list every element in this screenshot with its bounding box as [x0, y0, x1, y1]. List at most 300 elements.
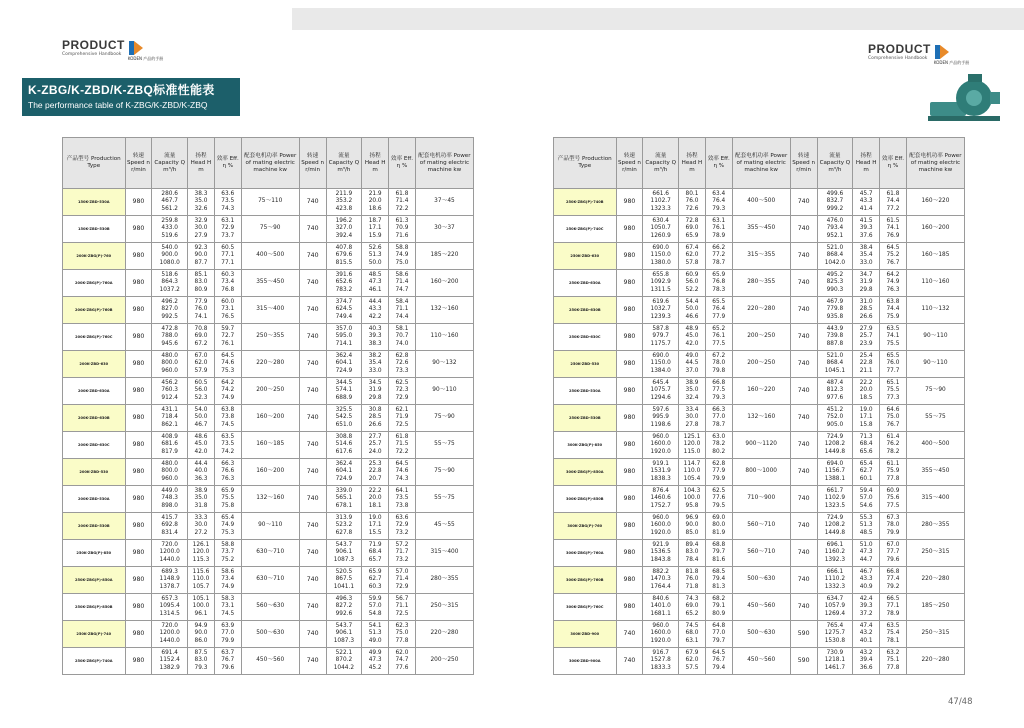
cell-power: 560～710: [732, 513, 790, 540]
table-row: [554, 432, 965, 459]
cell-head: 38.3 35.0 32.6: [188, 189, 215, 216]
cell-capacity: 196.2 327.0 392.4: [326, 216, 362, 243]
cell-efficiency: 61.8 74.4 77.2: [880, 189, 907, 216]
cell-speed-980: 980: [616, 189, 643, 216]
cell-efficiency: 62.0 74.7 77.6: [389, 648, 416, 675]
cell-head: 105.1 100.0 96.1: [188, 594, 215, 621]
cell-capacity: 472.8 788.0 945.6: [152, 324, 188, 351]
col-header-capacity: 流量 Capacity Q m³/h: [643, 138, 679, 189]
performance-table-left: [62, 137, 474, 675]
cell-power: 630～710: [241, 567, 299, 594]
col-header-head: 扬程 Head H m: [188, 138, 215, 189]
cell-power: 45～55: [415, 513, 473, 540]
top-gray-bar: [292, 8, 1024, 30]
cell-power: 160～200: [415, 270, 473, 297]
cell-speed-alt: 740: [299, 486, 326, 513]
cell-efficiency: 64.5 75.2 76.7: [880, 243, 907, 270]
cell-head: 94.9 90.0 86.0: [188, 621, 215, 648]
cell-efficiency: 61.8 71.4 72.2: [389, 189, 416, 216]
cell-head: 71.3 68.4 65.6: [853, 432, 880, 459]
col-header-power: 配套电机功率 Power of mating electric machine kw: [732, 138, 790, 189]
cell-speed-980: 740: [616, 648, 643, 675]
table-row: [554, 459, 965, 486]
cell-power: 250～315: [415, 594, 473, 621]
cell-head: 40.3 39.3 38.3: [362, 324, 389, 351]
cell-head: 52.6 51.3 50.0: [362, 243, 389, 270]
cell-model: 250K-ZBD-630C: [554, 324, 617, 351]
cell-head: 18.7 17.1 15.9: [362, 216, 389, 243]
cell-speed-alt: 740: [299, 540, 326, 567]
brand-left: [62, 38, 164, 61]
title-banner: [22, 78, 240, 116]
cell-capacity: 325.5 542.5 651.0: [326, 405, 362, 432]
cell-head: 77.9 76.0 74.1: [188, 297, 215, 324]
cell-power: 500～630: [241, 621, 299, 648]
cell-speed-980: 980: [125, 459, 152, 486]
cell-power: 160～185: [906, 243, 964, 270]
cell-capacity: 476.0 793.4 952.1: [817, 216, 853, 243]
cell-speed-980: 980: [125, 324, 152, 351]
cell-capacity: 415.7 692.8 831.4: [152, 513, 188, 540]
cell-capacity: 720.0 1200.0 1440.0: [152, 540, 188, 567]
pump-illustration-icon: [926, 72, 1006, 132]
cell-efficiency: 60.5 77.1 77.1: [214, 243, 241, 270]
cell-speed-alt: 740: [790, 189, 817, 216]
cell-power: 200～250: [415, 648, 473, 675]
cell-speed-980: 980: [616, 486, 643, 513]
cell-speed-alt: 740: [790, 459, 817, 486]
cell-model: 300K-ZBG(P)-760: [554, 513, 617, 540]
cell-capacity: 661.6 1102.7 1323.3: [643, 189, 679, 216]
cell-power: 250～315: [906, 621, 964, 648]
cell-capacity: 691.4 1152.4 1382.9: [152, 648, 188, 675]
table-row: [554, 405, 965, 432]
cell-power: 110～160: [415, 324, 473, 351]
cell-head: 21.9 20.0 18.6: [362, 189, 389, 216]
cell-capacity: 730.9 1218.1 1461.7: [817, 648, 853, 675]
cell-efficiency: 65.4 74.9 75.3: [214, 513, 241, 540]
cell-efficiency: 58.6 71.4 74.7: [389, 270, 416, 297]
cell-efficiency: 56.7 71.1 72.5: [389, 594, 416, 621]
cell-speed-alt: 740: [790, 513, 817, 540]
cell-speed-alt: 740: [790, 297, 817, 324]
cell-head: 19.0 17.1 15.8: [853, 405, 880, 432]
cell-speed-980: 980: [616, 432, 643, 459]
cell-model: 250K-ZBG(P)-740C: [554, 216, 617, 243]
cell-capacity: 344.5 574.1 688.9: [326, 378, 362, 405]
cell-model: 150K-ZBD-530A: [63, 189, 126, 216]
cell-capacity: 259.8 433.0 519.6: [152, 216, 188, 243]
cell-capacity: 496.2 827.0 992.5: [152, 297, 188, 324]
cell-speed-980: 980: [125, 432, 152, 459]
cell-head: 54.0 50.0 46.7: [188, 405, 215, 432]
cell-model: 300K-ZBG(P)-760A: [554, 540, 617, 567]
cell-speed-alt: 740: [299, 297, 326, 324]
cell-speed-980: 980: [125, 621, 152, 648]
col-header-capacity: 流量 Capacity Q m³/h: [152, 138, 188, 189]
col-header-head: 扬程 Head H m: [679, 138, 706, 189]
cell-efficiency: 64.5 74.6 75.3: [214, 351, 241, 378]
cell-model: 250K-ZBD-530B: [554, 405, 617, 432]
cell-speed-980: 980: [125, 648, 152, 675]
cell-efficiency: 61.1 75.9 77.8: [880, 459, 907, 486]
cell-speed-980: 980: [125, 540, 152, 567]
cell-head: 31.0 28.5 26.6: [853, 297, 880, 324]
brand-right: [868, 42, 970, 65]
cell-head: 126.1 120.0 115.3: [188, 540, 215, 567]
cell-head: 67.9 62.0 57.5: [679, 648, 706, 675]
page-number: 47/48: [948, 697, 973, 707]
col-header-speed: 转速 Speed n r/min: [616, 138, 643, 189]
cell-speed-alt: 740: [790, 405, 817, 432]
cell-efficiency: 63.5 73.5 74.2: [214, 432, 241, 459]
cell-head: 125.1 120.0 115.0: [679, 432, 706, 459]
cell-capacity: 308.8 514.6 617.6: [326, 432, 362, 459]
cell-power: 220～280: [241, 351, 299, 378]
cell-efficiency: 61.8 71.5 72.2: [389, 432, 416, 459]
cell-head: 22.2 20.0 18.1: [362, 486, 389, 513]
cell-speed-alt: 740: [299, 216, 326, 243]
cell-speed-alt: 740: [299, 243, 326, 270]
cell-speed-alt: 740: [790, 486, 817, 513]
table-row: [554, 621, 965, 648]
cell-model: 200K-ZBD-630A: [63, 378, 126, 405]
table-row: [554, 540, 965, 567]
cell-power: 355～450: [241, 270, 299, 297]
cell-efficiency: 63.8 74.4 75.9: [880, 297, 907, 324]
cell-efficiency: 64.1 73.5 73.8: [389, 486, 416, 513]
cell-power: 315～355: [732, 243, 790, 270]
cell-head: 65.9 62.7 60.3: [362, 567, 389, 594]
cell-head: 74.3 69.0 65.2: [679, 594, 706, 621]
cell-efficiency: 66.8 77.5 79.3: [705, 378, 732, 405]
cell-efficiency: 60.0 73.1 76.5: [214, 297, 241, 324]
cell-efficiency: 61.4 76.2 78.2: [880, 432, 907, 459]
cell-head: 41.5 39.3 37.6: [853, 216, 880, 243]
cell-speed-alt: 740: [299, 513, 326, 540]
cell-capacity: 696.1 1160.2 1392.3: [817, 540, 853, 567]
cell-power: 90～110: [241, 513, 299, 540]
cell-power: 160～200: [241, 405, 299, 432]
cell-model: 250K-ZBG(P)-850: [63, 540, 126, 567]
cell-power: 30～37: [415, 216, 473, 243]
cell-capacity: 876.4 1460.6 1752.7: [643, 486, 679, 513]
table-row: [554, 486, 965, 513]
cell-power: 132～160: [732, 405, 790, 432]
cell-power: 220～280: [415, 621, 473, 648]
cell-efficiency: 60.9 75.6 77.5: [880, 486, 907, 513]
table-row: [63, 621, 474, 648]
cell-power: 355～450: [732, 216, 790, 243]
cell-efficiency: 67.2 78.0 79.8: [705, 351, 732, 378]
cell-capacity: 916.7 1527.8 1833.3: [643, 648, 679, 675]
cell-capacity: 666.1 1110.2 1332.3: [817, 567, 853, 594]
table-row: [63, 513, 474, 540]
cell-efficiency: 68.2 79.1 80.9: [705, 594, 732, 621]
koden-logo-icon: [933, 44, 970, 65]
cell-speed-alt: 590: [790, 621, 817, 648]
cell-capacity: 661.7 1102.9 1323.5: [817, 486, 853, 513]
cell-power: 55～75: [415, 486, 473, 513]
cell-capacity: 840.6 1401.0 1681.1: [643, 594, 679, 621]
col-header-power: 配套电机功率 Power of mating electric machine kw: [906, 138, 964, 189]
cell-capacity: 522.1 870.2 1044.2: [326, 648, 362, 675]
cell-capacity: 694.0 1156.7 1388.1: [817, 459, 853, 486]
cell-speed-980: 980: [616, 540, 643, 567]
cell-model: 300K-ZBG(P)-850A: [554, 459, 617, 486]
cell-head: 44.4 43.3 42.2: [362, 297, 389, 324]
cell-head: 59.4 57.0 54.6: [853, 486, 880, 513]
table-row: [63, 351, 474, 378]
cell-speed-alt: 740: [790, 540, 817, 567]
table-row: [63, 243, 474, 270]
cell-speed-alt: 740: [299, 324, 326, 351]
cell-head: 114.7 110.0 105.4: [679, 459, 706, 486]
logo-text: KODEN 产品的手册: [933, 59, 970, 65]
cell-power: 450～560: [241, 648, 299, 675]
cell-power: 75～110: [241, 189, 299, 216]
cell-efficiency: 60.3 73.4 76.8: [214, 270, 241, 297]
brand-word: PRODUCT: [868, 42, 931, 56]
cell-power: 800～1000: [732, 459, 790, 486]
cell-speed-alt: 740: [299, 621, 326, 648]
cell-capacity: 543.7 906.1 1087.3: [326, 621, 362, 648]
cell-capacity: 374.7 624.5 749.4: [326, 297, 362, 324]
cell-power: 400～500: [906, 432, 964, 459]
cell-capacity: 362.4 604.1 724.9: [326, 351, 362, 378]
cell-efficiency: 66.3 76.6 76.3: [214, 459, 241, 486]
cell-head: 44.4 40.0 36.3: [188, 459, 215, 486]
cell-capacity: 520.5 867.5 1041.1: [326, 567, 362, 594]
cell-power: 355～450: [906, 459, 964, 486]
table-row: [63, 432, 474, 459]
cell-head: 54.4 50.0 46.6: [679, 297, 706, 324]
cell-model: 200K-ZBG(P)-760: [63, 243, 126, 270]
table-row: [63, 486, 474, 513]
table-row: [554, 216, 965, 243]
table-row: [63, 405, 474, 432]
cell-capacity: 634.7 1057.9 1269.4: [817, 594, 853, 621]
cell-model: 200K-ZBG(P)-760B: [63, 297, 126, 324]
cell-model: 300K-ZBG(P)-760B: [554, 567, 617, 594]
cell-head: 33.4 30.0 27.8: [679, 405, 706, 432]
cell-head: 65.4 62.7 60.1: [853, 459, 880, 486]
cell-speed-alt: 740: [299, 459, 326, 486]
cell-speed-980: 980: [125, 405, 152, 432]
cell-capacity: 882.2 1470.3 1764.4: [643, 567, 679, 594]
cell-efficiency: 62.5 77.6 79.5: [705, 486, 732, 513]
col-header-head: 扬程 Head H m: [853, 138, 880, 189]
cell-efficiency: 69.0 80.0 81.9: [705, 513, 732, 540]
cell-speed-980: 980: [125, 513, 152, 540]
cell-power: 160～185: [241, 432, 299, 459]
table-row: [63, 378, 474, 405]
cell-head: 60.5 56.0 52.3: [188, 378, 215, 405]
cell-speed-alt: 740: [790, 432, 817, 459]
cell-head: 25.3 22.8 20.7: [362, 459, 389, 486]
cell-efficiency: 58.3 73.1 74.5: [214, 594, 241, 621]
cell-power: 500～630: [732, 621, 790, 648]
cell-speed-alt: 740: [790, 594, 817, 621]
cell-head: 22.2 20.0 18.5: [853, 378, 880, 405]
cell-speed-980: 980: [125, 243, 152, 270]
table-row: [554, 297, 965, 324]
cell-efficiency: 68.5 79.4 81.3: [705, 567, 732, 594]
cell-speed-980: 980: [616, 378, 643, 405]
cell-speed-980: 980: [616, 216, 643, 243]
cell-capacity: 431.1 718.4 862.1: [152, 405, 188, 432]
cell-speed-alt: 740: [299, 432, 326, 459]
cell-capacity: 362.4 604.1 724.9: [326, 459, 362, 486]
cell-head: 38.2 35.4 33.0: [362, 351, 389, 378]
cell-efficiency: 65.2 76.1 77.5: [705, 324, 732, 351]
cell-efficiency: 65.9 75.5 75.8: [214, 486, 241, 513]
cell-power: 280～355: [415, 567, 473, 594]
cell-power: 90～110: [906, 351, 964, 378]
cell-efficiency: 61.5 74.1 76.9: [880, 216, 907, 243]
cell-power: 560～710: [732, 540, 790, 567]
page-title: K-ZBG/K-ZBD/K-ZBQ标准性能表: [28, 83, 215, 97]
table-row: [554, 648, 965, 675]
cell-model: 250K-ZBD-530A: [554, 378, 617, 405]
cell-head: 30.8 28.5 26.6: [362, 405, 389, 432]
col-header-eff: 效率 Eff. η %: [389, 138, 416, 189]
table-row: [63, 648, 474, 675]
cell-head: 34.5 31.9 29.8: [362, 378, 389, 405]
cell-power: 280～355: [732, 270, 790, 297]
cell-efficiency: 63.4 76.4 79.3: [705, 189, 732, 216]
cell-head: 55.3 51.3 48.5: [853, 513, 880, 540]
cell-capacity: 313.9 523.2 627.8: [326, 513, 362, 540]
cell-head: 38.9 35.0 31.8: [188, 486, 215, 513]
cell-efficiency: 63.8 73.8 74.5: [214, 405, 241, 432]
cell-efficiency: 66.5 77.1 78.9: [880, 594, 907, 621]
cell-head: 81.8 76.0 71.8: [679, 567, 706, 594]
cell-model: 200K-ZBG(P)-760C: [63, 324, 126, 351]
cell-model: 250K-ZBG(P)-740A: [63, 648, 126, 675]
cell-efficiency: 67.3 78.0 79.9: [880, 513, 907, 540]
cell-head: 85.1 83.0 80.9: [188, 270, 215, 297]
cell-power: 185～250: [906, 594, 964, 621]
cell-head: 96.9 90.0 85.0: [679, 513, 706, 540]
cell-efficiency: 65.5 76.0 77.7: [880, 351, 907, 378]
cell-efficiency: 64.5 76.7 79.4: [705, 648, 732, 675]
col-header-power: 配套电机功率 Power of mating electric machine kw: [415, 138, 473, 189]
cell-speed-980: 980: [125, 297, 152, 324]
cell-head: 43.2 39.4 36.6: [853, 648, 880, 675]
cell-efficiency: 63.1 76.1 78.9: [705, 216, 732, 243]
cell-power: 500～630: [732, 567, 790, 594]
table-row: [554, 324, 965, 351]
cell-power: 132～160: [415, 297, 473, 324]
cell-capacity: 543.7 906.1 1087.3: [326, 540, 362, 567]
col-header-eff: 效率 Eff. η %: [214, 138, 241, 189]
cell-capacity: 339.0 565.1 678.1: [326, 486, 362, 513]
cell-power: 450～560: [732, 594, 790, 621]
cell-model: 250K-ZBG(P)-850B: [63, 594, 126, 621]
cell-model: 250K-ZBD-630: [554, 243, 617, 270]
cell-head: 54.1 51.3 49.0: [362, 621, 389, 648]
cell-efficiency: 63.1 72.9 73.7: [214, 216, 241, 243]
cell-speed-980: 980: [125, 189, 152, 216]
cell-speed-980: 980: [616, 567, 643, 594]
cell-efficiency: 62.3 75.0 77.8: [389, 621, 416, 648]
cell-capacity: 724.9 1208.2 1449.8: [817, 513, 853, 540]
cell-model: 200K-ZBG(P)-760A: [63, 270, 126, 297]
cell-power: 55～75: [906, 405, 964, 432]
table-row: [554, 513, 965, 540]
cell-head: 25.4 22.8 21.1: [853, 351, 880, 378]
cell-speed-980: 980: [616, 270, 643, 297]
cell-head: 33.3 30.0 27.2: [188, 513, 215, 540]
cell-power: 160～200: [241, 459, 299, 486]
cell-efficiency: 63.5 74.1 75.5: [880, 324, 907, 351]
cell-capacity: 619.6 1032.7 1239.3: [643, 297, 679, 324]
cell-capacity: 391.6 652.6 783.2: [326, 270, 362, 297]
cell-power: 75～90: [415, 405, 473, 432]
cell-model: 250K-ZBG(P)-740: [63, 621, 126, 648]
cell-speed-alt: 740: [299, 405, 326, 432]
cell-efficiency: 68.8 79.7 81.6: [705, 540, 732, 567]
cell-capacity: 655.8 1092.9 1311.5: [643, 270, 679, 297]
cell-efficiency: 66.2 77.2 78.7: [705, 243, 732, 270]
cell-speed-980: 980: [125, 378, 152, 405]
cell-head: 19.0 17.1 15.5: [362, 513, 389, 540]
cell-model: 200K-ZBD-530B: [63, 513, 126, 540]
cell-speed-980: 980: [616, 405, 643, 432]
cell-power: 315～400: [415, 540, 473, 567]
cell-speed-980: 980: [616, 351, 643, 378]
cell-speed-980: 980: [616, 297, 643, 324]
cell-power: 90～110: [906, 324, 964, 351]
table-row: [554, 594, 965, 621]
cell-efficiency: 58.8 74.9 75.0: [389, 243, 416, 270]
cell-model: 300K-ZBG(P)-850B: [554, 486, 617, 513]
cell-head: 60.9 56.0 52.2: [679, 270, 706, 297]
cell-power: 710～900: [732, 486, 790, 513]
cell-capacity: 720.0 1200.0 1440.0: [152, 621, 188, 648]
cell-power: 315～400: [241, 297, 299, 324]
cell-capacity: 960.0 1600.0 1920.0: [643, 513, 679, 540]
cell-head: 48.6 45.0 42.0: [188, 432, 215, 459]
table-row: [554, 243, 965, 270]
cell-head: 104.3 100.0 95.8: [679, 486, 706, 513]
cell-model: 150K-ZBD-530B: [63, 216, 126, 243]
cell-efficiency: 63.0 78.2 80.2: [705, 432, 732, 459]
cell-model: 200K-ZBD-530A: [63, 486, 126, 513]
brand-word: PRODUCT: [62, 38, 125, 52]
cell-capacity: 657.3 1095.4 1314.5: [152, 594, 188, 621]
table-row: [554, 567, 965, 594]
cell-head: 51.0 47.3 44.7: [853, 540, 880, 567]
cell-power: 250～315: [906, 540, 964, 567]
cell-efficiency: 57.2 71.7 73.2: [389, 540, 416, 567]
cell-model: 300K-ZBG(P)-760C: [554, 594, 617, 621]
cell-capacity: 921.9 1536.5 1843.8: [643, 540, 679, 567]
col-header-speed: 转速 Speed n r/min: [790, 138, 817, 189]
cell-head: 46.7 43.3 40.9: [853, 567, 880, 594]
cell-capacity: 408.9 681.6 817.9: [152, 432, 188, 459]
cell-speed-980: 980: [616, 459, 643, 486]
cell-speed-alt: 740: [299, 189, 326, 216]
cell-capacity: 521.0 868.4 1042.0: [817, 243, 853, 270]
cell-capacity: 357.0 595.0 714.1: [326, 324, 362, 351]
cell-capacity: 690.0 1150.0 1384.0: [643, 351, 679, 378]
cell-head: 72.8 69.0 65.9: [679, 216, 706, 243]
cell-efficiency: 63.6 72.9 73.2: [389, 513, 416, 540]
cell-model: 300K-ZBD-900A: [554, 648, 617, 675]
cell-speed-980: 980: [125, 351, 152, 378]
